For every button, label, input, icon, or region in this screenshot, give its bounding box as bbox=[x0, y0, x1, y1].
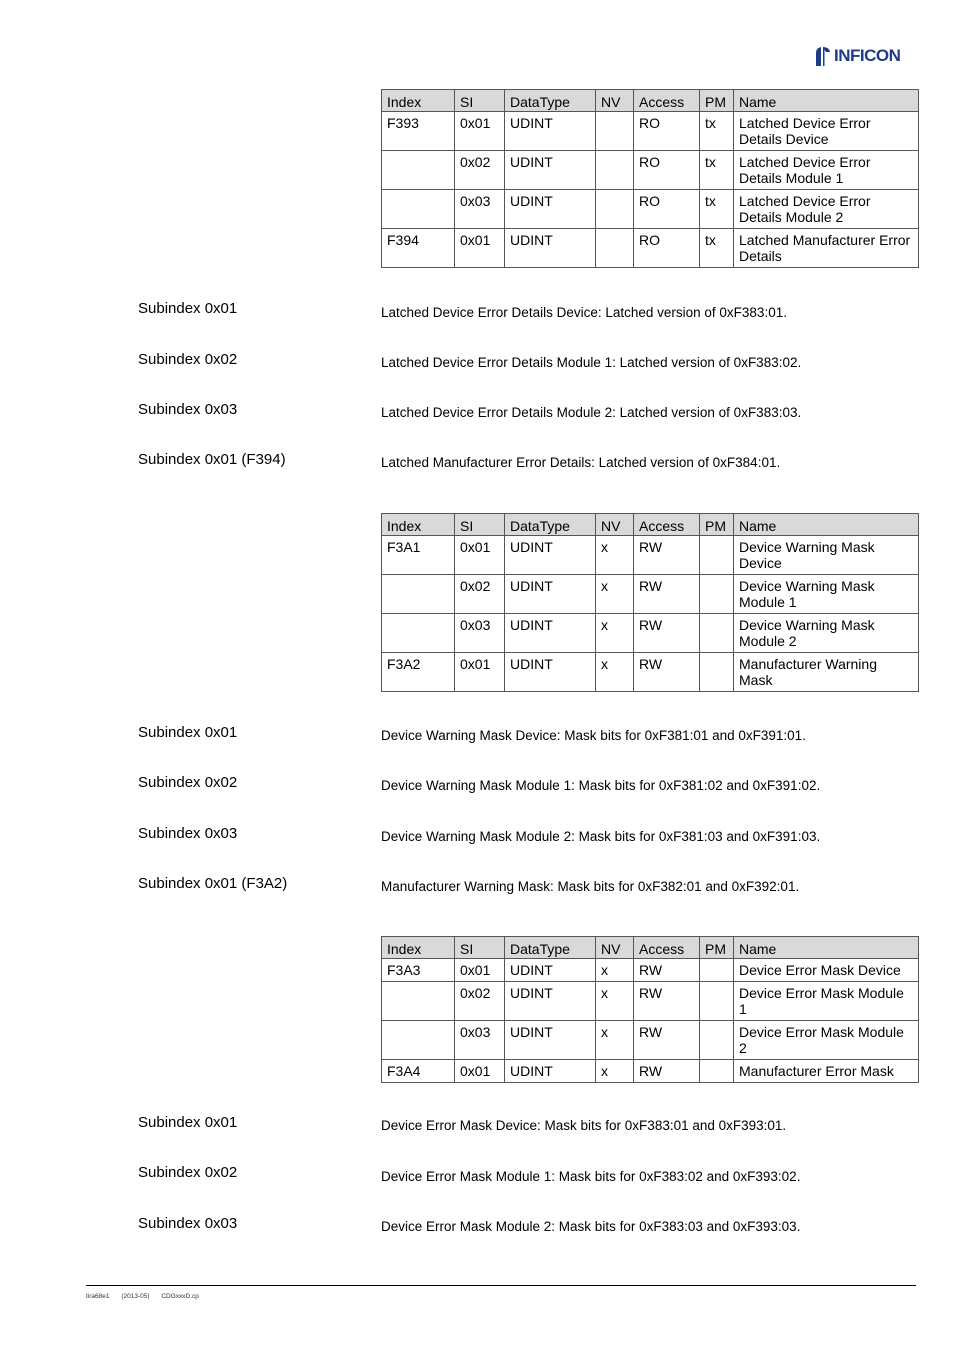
col-header-nv: NV bbox=[596, 90, 634, 112]
subindex-description: Latched Device Error Details Module 1: Latched version of 0xF383:02. bbox=[381, 355, 802, 370]
subindex-description: Latched Device Error Details Device: Latched version of 0xF383:01. bbox=[381, 305, 787, 320]
table-row bbox=[382, 652, 919, 691]
cell-index bbox=[382, 189, 455, 228]
subindex-label: Subindex 0x03 bbox=[138, 1215, 238, 1232]
cell-name: Latched Manufacturer Error Details bbox=[734, 228, 919, 267]
cell-si: 0x03 bbox=[455, 1020, 505, 1059]
col-header-nv: NV bbox=[596, 937, 634, 959]
cell-access: RO bbox=[634, 111, 700, 150]
col-header-access: Access bbox=[634, 937, 700, 959]
cell-access: RW bbox=[634, 613, 700, 652]
cell-pm bbox=[700, 1059, 734, 1082]
object-table-f3a1 bbox=[381, 513, 919, 692]
cell-name: Device Warning Mask Module 1 bbox=[734, 574, 919, 613]
subindex-label: Subindex 0x03 bbox=[138, 825, 238, 842]
cell-pm bbox=[700, 613, 734, 652]
footer bbox=[86, 1293, 209, 1300]
cell-datatype: UDINT bbox=[505, 111, 596, 150]
cell-index: F394 bbox=[382, 228, 455, 267]
table-row bbox=[382, 150, 919, 189]
table-row bbox=[382, 1020, 919, 1059]
col-header-nv: NV bbox=[596, 514, 634, 536]
table-row bbox=[382, 981, 919, 1020]
cell-index bbox=[382, 150, 455, 189]
cell-pm bbox=[700, 981, 734, 1020]
cell-access: RO bbox=[634, 189, 700, 228]
cell-access: RW bbox=[634, 981, 700, 1020]
col-header-datatype: DataType bbox=[505, 90, 596, 112]
cell-datatype: UDINT bbox=[505, 958, 596, 981]
col-header-datatype: DataType bbox=[505, 514, 596, 536]
cell-datatype: UDINT bbox=[505, 574, 596, 613]
cell-nv: x bbox=[596, 574, 634, 613]
table-header-row bbox=[382, 937, 919, 959]
object-table-f3a3 bbox=[381, 936, 919, 1083]
cell-name: Manufacturer Warning Mask bbox=[734, 652, 919, 691]
subindex-description: Latched Manufacturer Error Details: Latched version of 0xF384:01. bbox=[381, 455, 781, 470]
cell-datatype: UDINT bbox=[505, 228, 596, 267]
cell-si: 0x01 bbox=[455, 1059, 505, 1082]
col-header-name: Name bbox=[734, 514, 919, 536]
subindex-label: Subindex 0x02 bbox=[138, 351, 238, 368]
cell-nv bbox=[596, 150, 634, 189]
cell-name: Device Error Mask Module 2 bbox=[734, 1020, 919, 1059]
cell-index: F3A3 bbox=[382, 958, 455, 981]
cell-si: 0x01 bbox=[455, 111, 505, 150]
inficon-logo-icon bbox=[812, 45, 832, 67]
cell-name: Latched Device Error Details Module 2 bbox=[734, 189, 919, 228]
table-row bbox=[382, 228, 919, 267]
col-header-si: SI bbox=[455, 90, 505, 112]
cell-name: Device Warning Mask Module 2 bbox=[734, 613, 919, 652]
cell-index bbox=[382, 613, 455, 652]
cell-name: Device Warning Mask Device bbox=[734, 535, 919, 574]
col-header-pm: PM bbox=[700, 937, 734, 959]
cell-index bbox=[382, 574, 455, 613]
cell-access: RO bbox=[634, 228, 700, 267]
cell-pm: tx bbox=[700, 150, 734, 189]
cell-datatype: UDINT bbox=[505, 613, 596, 652]
cell-datatype: UDINT bbox=[505, 981, 596, 1020]
cell-nv: x bbox=[596, 1020, 634, 1059]
cell-nv: x bbox=[596, 1059, 634, 1082]
col-header-pm: PM bbox=[700, 514, 734, 536]
cell-name: Manufacturer Error Mask bbox=[734, 1059, 919, 1082]
cell-nv: x bbox=[596, 981, 634, 1020]
subindex-label: Subindex 0x02 bbox=[138, 1164, 238, 1181]
cell-datatype: UDINT bbox=[505, 1020, 596, 1059]
subindex-description: Device Error Mask Device: Mask bits for 0xF383:01 and 0xF393:01. bbox=[381, 1118, 787, 1133]
cell-pm bbox=[700, 958, 734, 981]
col-header-index: Index bbox=[382, 90, 455, 112]
table-row bbox=[382, 189, 919, 228]
cell-nv bbox=[596, 111, 634, 150]
cell-pm bbox=[700, 652, 734, 691]
cell-si: 0x01 bbox=[455, 228, 505, 267]
col-header-pm: PM bbox=[700, 90, 734, 112]
subindex-description: Device Warning Mask Module 1: Mask bits for 0xF381:02 and 0xF391:02. bbox=[381, 778, 821, 793]
cell-index: F393 bbox=[382, 111, 455, 150]
subindex-label: Subindex 0x01 bbox=[138, 1114, 238, 1131]
cell-nv: x bbox=[596, 613, 634, 652]
table-header-row bbox=[382, 514, 919, 536]
col-header-name: Name bbox=[734, 937, 919, 959]
col-header-name: Name bbox=[734, 90, 919, 112]
cell-pm bbox=[700, 574, 734, 613]
subindex-label: Subindex 0x02 bbox=[138, 774, 238, 791]
table-row bbox=[382, 535, 919, 574]
cell-access: RW bbox=[634, 1059, 700, 1082]
subindex-description: Device Warning Mask Device: Mask bits for 0xF381:01 and 0xF391:01. bbox=[381, 728, 806, 743]
cell-index bbox=[382, 1020, 455, 1059]
footer-divider bbox=[86, 1285, 916, 1286]
cell-access: RW bbox=[634, 574, 700, 613]
col-header-index: Index bbox=[382, 937, 455, 959]
logo-text: INFICON bbox=[834, 46, 901, 65]
cell-nv bbox=[596, 228, 634, 267]
col-header-datatype: DataType bbox=[505, 937, 596, 959]
cell-datatype: UDINT bbox=[505, 150, 596, 189]
cell-datatype: UDINT bbox=[505, 535, 596, 574]
cell-datatype: UDINT bbox=[505, 652, 596, 691]
table-header-row bbox=[382, 90, 919, 112]
subindex-label: Subindex 0x01 (F3A2) bbox=[138, 875, 288, 892]
table-row bbox=[382, 111, 919, 150]
cell-name: Device Error Mask Device bbox=[734, 958, 919, 981]
footer-date: (2013-05) bbox=[121, 1293, 150, 1300]
cell-name: Latched Device Error Details Module 1 bbox=[734, 150, 919, 189]
cell-datatype: UDINT bbox=[505, 1059, 596, 1082]
col-header-index: Index bbox=[382, 514, 455, 536]
table-row bbox=[382, 1059, 919, 1082]
subindex-description: Manufacturer Warning Mask: Mask bits for 0xF382:01 and 0xF392:01. bbox=[381, 879, 800, 894]
col-header-access: Access bbox=[634, 90, 700, 112]
subindex-label: Subindex 0x01 bbox=[138, 724, 238, 741]
cell-access: RW bbox=[634, 1020, 700, 1059]
object-table-f393 bbox=[381, 89, 919, 268]
cell-si: 0x03 bbox=[455, 613, 505, 652]
cell-pm bbox=[700, 1020, 734, 1059]
cell-si: 0x01 bbox=[455, 535, 505, 574]
cell-pm: tx bbox=[700, 189, 734, 228]
col-header-access: Access bbox=[634, 514, 700, 536]
table-row bbox=[382, 613, 919, 652]
cell-name: Device Error Mask Module 1 bbox=[734, 981, 919, 1020]
cell-index bbox=[382, 981, 455, 1020]
cell-pm: tx bbox=[700, 111, 734, 150]
subindex-description: Device Error Mask Module 2: Mask bits for 0xF383:03 and 0xF393:03. bbox=[381, 1219, 801, 1234]
cell-si: 0x02 bbox=[455, 150, 505, 189]
cell-access: RW bbox=[634, 652, 700, 691]
cell-nv: x bbox=[596, 652, 634, 691]
inficon-logo bbox=[812, 44, 900, 68]
cell-index: F3A2 bbox=[382, 652, 455, 691]
cell-si: 0x02 bbox=[455, 574, 505, 613]
cell-access: RW bbox=[634, 958, 700, 981]
col-header-si: SI bbox=[455, 514, 505, 536]
subindex-label: Subindex 0x01 bbox=[138, 300, 238, 317]
footer-doc-id: tira68e1 bbox=[86, 1293, 110, 1300]
col-header-si: SI bbox=[455, 937, 505, 959]
cell-access: RO bbox=[634, 150, 700, 189]
cell-index: F3A1 bbox=[382, 535, 455, 574]
cell-si: 0x01 bbox=[455, 652, 505, 691]
cell-si: 0x03 bbox=[455, 189, 505, 228]
cell-index: F3A4 bbox=[382, 1059, 455, 1082]
cell-si: 0x02 bbox=[455, 981, 505, 1020]
cell-nv: x bbox=[596, 535, 634, 574]
cell-nv bbox=[596, 189, 634, 228]
subindex-description: Device Error Mask Module 1: Mask bits for 0xF383:02 and 0xF393:02. bbox=[381, 1169, 801, 1184]
footer-file: CDGxxxD.cp bbox=[161, 1293, 199, 1300]
table-row bbox=[382, 958, 919, 981]
cell-name: Latched Device Error Details Device bbox=[734, 111, 919, 150]
cell-access: RW bbox=[634, 535, 700, 574]
cell-pm bbox=[700, 535, 734, 574]
subindex-description: Latched Device Error Details Module 2: Latched version of 0xF383:03. bbox=[381, 405, 802, 420]
cell-datatype: UDINT bbox=[505, 189, 596, 228]
subindex-label: Subindex 0x03 bbox=[138, 401, 238, 418]
table-row bbox=[382, 574, 919, 613]
cell-si: 0x01 bbox=[455, 958, 505, 981]
subindex-description: Device Warning Mask Module 2: Mask bits for 0xF381:03 and 0xF391:03. bbox=[381, 829, 821, 844]
subindex-label: Subindex 0x01 (F394) bbox=[138, 451, 286, 468]
cell-pm: tx bbox=[700, 228, 734, 267]
cell-nv: x bbox=[596, 958, 634, 981]
